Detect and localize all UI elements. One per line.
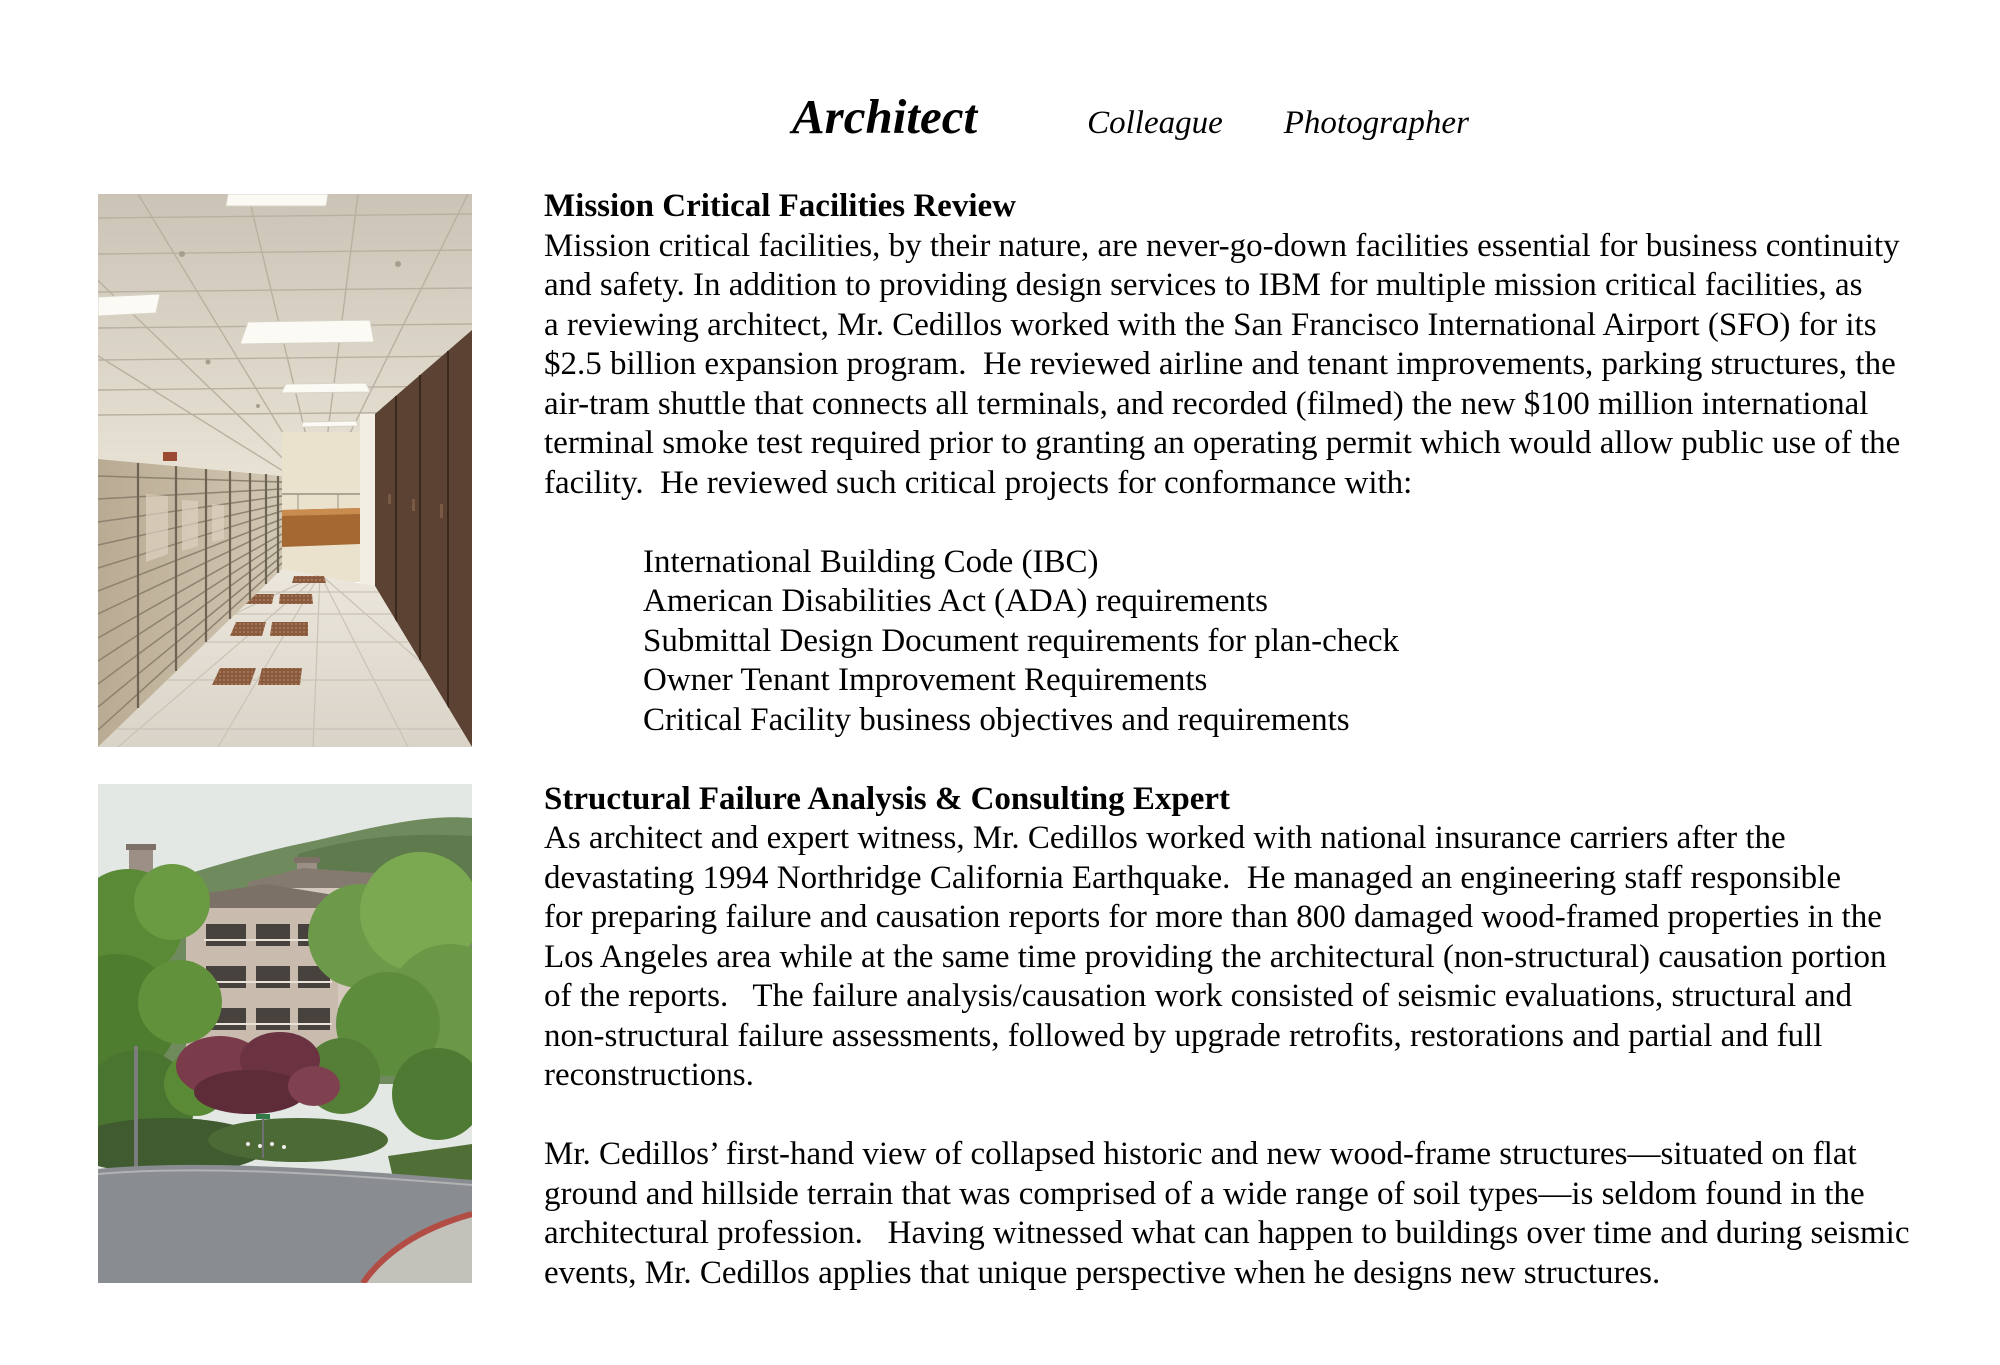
paragraph bbox=[544, 227, 1910, 504]
list-item: Critical Facility business objectives and requirements bbox=[643, 701, 1350, 738]
paragraph-line: As architect and expert witness, Mr. Cedillos worked with national insurance carriers after the bbox=[544, 820, 1786, 856]
server-room-photo bbox=[98, 194, 472, 747]
section-mission-critical bbox=[544, 187, 1910, 740]
section-nav bbox=[792, 89, 1469, 144]
nav-photographer[interactable]: Photographer bbox=[1283, 105, 1469, 141]
paragraph-line: of the reports. The failure analysis/causation work consisted of seismic evaluations, structural and bbox=[544, 978, 1853, 1014]
road bbox=[98, 1165, 472, 1283]
paragraph-line: reconstructions. bbox=[544, 1057, 754, 1093]
content-body bbox=[544, 187, 1910, 1293]
paragraph-line: devastating 1994 Northridge California Earthquake. He managed an engineering staff responsible bbox=[544, 859, 1841, 896]
section-title: Mission Critical Facilities Review bbox=[544, 188, 1016, 224]
paragraph-line: non-structural failure assessments, followed by upgrade retrofits, restorations and partial and full bbox=[544, 1017, 1823, 1054]
spacer bbox=[544, 740, 1910, 780]
paragraph-line: $2.5 billion expansion program. He reviewed airline and tenant improvements, parking structures, the bbox=[544, 346, 1896, 382]
paragraph-line: Mr. Cedillos’ first-hand view of collapsed historic and new wood-frame structures—situated on flat bbox=[544, 1136, 1857, 1172]
list-item: American Disabilities Act (ADA) requirements bbox=[643, 583, 1268, 619]
paragraph-line: air-tram shuttle that connects all terminals, and recorded (filmed) the new $100 million international bbox=[544, 385, 1869, 422]
list-item: International Building Code (IBC) bbox=[643, 543, 1099, 580]
conformance-list bbox=[643, 543, 1910, 741]
paragraph-line: architectural profession. Having witnessed what can happen to buildings over time and during seismic bbox=[544, 1215, 1910, 1251]
section-title: Structural Failure Analysis & Consulting Expert bbox=[544, 780, 1231, 817]
paragraph-line: a reviewing architect, Mr. Cedillos worked with the San Francisco International Airport (SFO) for its bbox=[544, 306, 1877, 343]
spacer bbox=[544, 503, 1910, 543]
paragraph-line: and safety. In addition to providing design services to IBM for multiple mission critical facilities, as bbox=[544, 267, 1863, 303]
nav-architect[interactable]: Architect bbox=[792, 89, 978, 144]
list-item: Owner Tenant Improvement Requirements bbox=[643, 662, 1208, 698]
apartment-building-photo bbox=[98, 784, 472, 1283]
paragraph-line: ground and hillside terrain that was comprised of a wide range of soil types—is seldom found in the bbox=[544, 1175, 1865, 1212]
back-wall bbox=[282, 414, 375, 589]
nav-colleague[interactable]: Colleague bbox=[1087, 105, 1223, 141]
paragraph-line: events, Mr. Cedillos applies that unique perspective when he designs new structures. bbox=[544, 1254, 1661, 1291]
section-structural-failure bbox=[544, 780, 1910, 1294]
spacer bbox=[544, 1096, 1910, 1136]
paragraph-line: facility. He reviewed such critical projects for conformance with: bbox=[544, 464, 1413, 501]
list-item: Submittal Design Document requirements for plan-check bbox=[643, 622, 1400, 659]
paragraph-line: Los Angeles area while at the same time providing the architectural (non-structural) causation portion bbox=[544, 938, 1887, 975]
paragraph bbox=[544, 1135, 1910, 1293]
paragraph-line: terminal smoke test required prior to granting an operating permit which would allow public use of the bbox=[544, 425, 1901, 461]
paragraph-line: for preparing failure and causation reports for more than 800 damaged wood-framed properties in the bbox=[544, 899, 1882, 935]
paragraph bbox=[544, 819, 1910, 1096]
paragraph-line: Mission critical facilities, by their nature, are never-go-down facilities essential for business continuity bbox=[544, 227, 1900, 264]
